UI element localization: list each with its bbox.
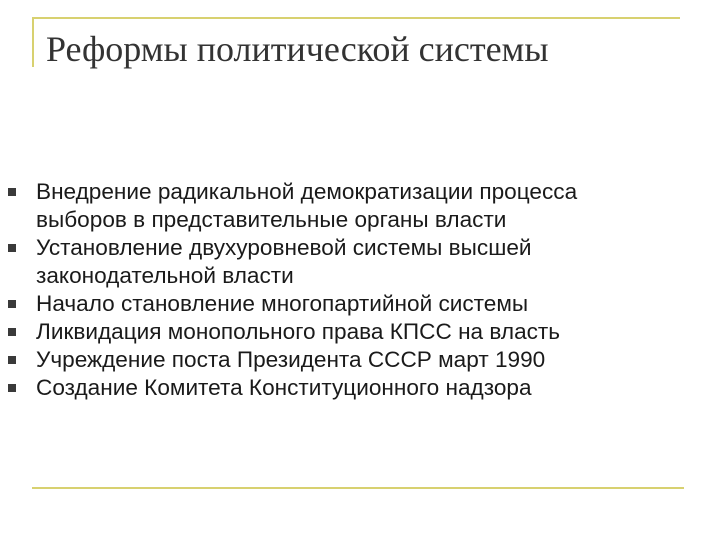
square-bullet-icon xyxy=(8,384,16,392)
bullet-line: Начало становление многопартийной системы xyxy=(36,291,529,316)
bullet-item xyxy=(0,178,720,234)
bullet-list xyxy=(0,178,720,402)
frame-left-line xyxy=(32,17,34,67)
bullet-line: Создание Комитета Конституционного надзора xyxy=(36,375,532,400)
square-bullet-icon xyxy=(8,244,16,252)
square-bullet-icon xyxy=(8,188,16,196)
bullet-item xyxy=(0,346,720,374)
square-bullet-icon xyxy=(8,356,16,364)
bullet-line: Внедрение радикальной демократизации процесса xyxy=(36,179,578,204)
bullet-line: Ликвидация монопольного права КПСС на власть xyxy=(36,319,561,344)
bullet-item xyxy=(0,234,720,290)
square-bullet-icon xyxy=(8,300,16,308)
square-bullet-icon xyxy=(8,328,16,336)
slide-title: Реформы политической системы xyxy=(46,29,549,69)
bullet-item xyxy=(0,290,720,318)
bullet-line: Учреждение поста Президента СССР март 1990 xyxy=(36,347,546,372)
bullet-line: законодательной власти xyxy=(36,263,294,288)
bullet-item xyxy=(0,374,720,402)
bullet-item xyxy=(0,318,720,346)
bullet-line: выборов в представительные органы власти xyxy=(36,207,507,232)
frame-bottom-line xyxy=(32,487,684,489)
bullet-line: Установление двухуровневой системы высшей xyxy=(36,235,532,260)
frame-top-line xyxy=(32,17,680,19)
